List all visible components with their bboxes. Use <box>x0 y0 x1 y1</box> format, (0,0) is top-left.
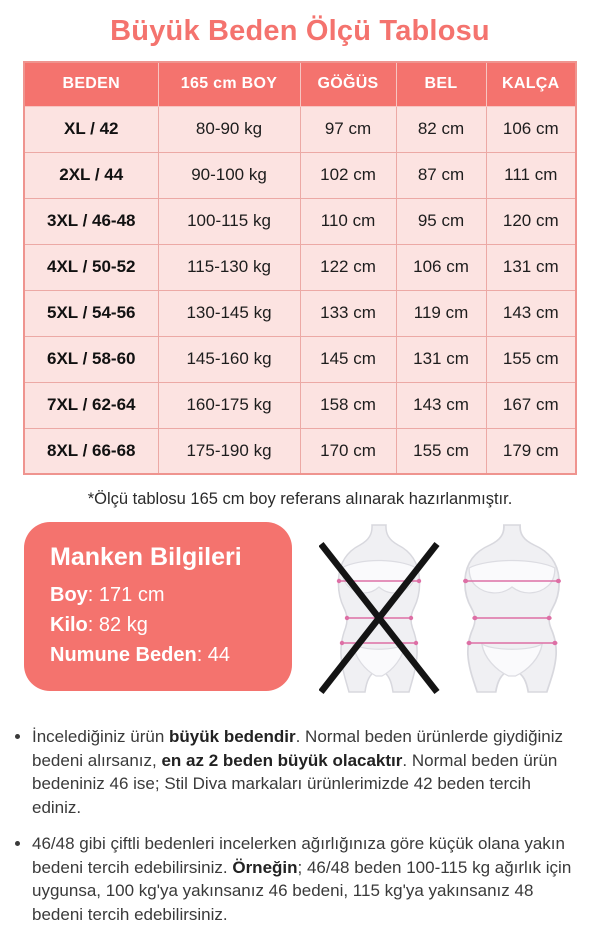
crossed-out-slim-figure-icon <box>321 525 437 692</box>
waist-cell: 119 cm <box>396 290 486 336</box>
hip-cell: 155 cm <box>486 336 576 382</box>
bullet-text: ; 46/48 beden 100-115 kg ağırlık için uygunsa, 100 kg'ya yakınsanız 46 bedeni, 115 kg'ya yakınsanız 48 bedeni tercih edebilirsiniz. <box>32 857 572 924</box>
info-bullet-list <box>16 725 582 926</box>
waist-cell: 155 cm <box>396 428 486 474</box>
model-weight-line <box>50 614 274 637</box>
hip-cell: 179 cm <box>486 428 576 474</box>
weight-cell: 160-175 kg <box>158 382 300 428</box>
table-row <box>24 290 576 336</box>
table-row <box>24 336 576 382</box>
column-header-kalca: KALÇA <box>486 62 576 106</box>
hip-cell: 131 cm <box>486 244 576 290</box>
column-header-beden: BEDEN <box>24 62 158 106</box>
bullet-text: . Normal beden ürün bedeniniz 46 ise; Stil Diva markaları ürünlerimizde 42 beden tercih ediniz. <box>32 750 558 817</box>
hip-cell: 111 cm <box>486 152 576 198</box>
waist-cell: 82 cm <box>396 106 486 152</box>
weight-cell: 115-130 kg <box>158 244 300 290</box>
weight-cell: 130-145 kg <box>158 290 300 336</box>
bullet-text-bold: Örneğin <box>232 857 298 877</box>
column-header-bel: BEL <box>396 62 486 106</box>
bullet-text: 46/48 gibi çiftli bedenleri incelerken ağırlığınıza göre küçük olana yakın bedeni tercih edebilirsiniz. <box>32 834 565 877</box>
size-cell: 7XL / 62-64 <box>24 382 158 428</box>
model-info-section <box>24 522 590 701</box>
model-weight-value: : 82 kg <box>87 614 148 636</box>
table-row <box>24 198 576 244</box>
weight-cell: 175-190 kg <box>158 428 300 474</box>
table-footnote: *Ölçü tablosu 165 cm boy referans alınarak hazırlanmıştır. <box>87 490 513 508</box>
size-cell: 6XL / 58-60 <box>24 336 158 382</box>
size-cell: 2XL / 44 <box>24 152 158 198</box>
weight-cell: 90-100 kg <box>158 152 300 198</box>
page-title: Büyük Beden Ölçü Tablosu <box>110 15 490 47</box>
figure-illustrations <box>306 524 590 701</box>
model-sample-size-value: : 44 <box>196 644 231 666</box>
body-figures-svg <box>319 524 577 696</box>
waist-cell: 106 cm <box>396 244 486 290</box>
weight-cell: 80-90 kg <box>158 106 300 152</box>
size-cell: 4XL / 50-52 <box>24 244 158 290</box>
bust-cell: 170 cm <box>300 428 396 474</box>
bust-cell: 97 cm <box>300 106 396 152</box>
weight-cell: 100-115 kg <box>158 198 300 244</box>
model-info-box <box>24 522 292 691</box>
hip-cell: 167 cm <box>486 382 576 428</box>
header-row <box>24 62 576 106</box>
model-weight-label: Kilo <box>50 614 88 636</box>
column-header-gogus: GÖĞÜS <box>300 62 396 106</box>
size-cell: 5XL / 54-56 <box>24 290 158 336</box>
bullet-text: . Normal beden ürünlerde giydiğiniz bedeni alırsanız, <box>32 727 564 770</box>
model-info-heading: Manken Bilgileri <box>50 543 242 571</box>
table-row <box>24 106 576 152</box>
weight-cell: 145-160 kg <box>158 336 300 382</box>
table-row <box>24 244 576 290</box>
bullet-text-bold: en az 2 beden büyük olacaktır <box>161 750 403 770</box>
bust-cell: 158 cm <box>300 382 396 428</box>
size-cell: XL / 42 <box>24 106 158 152</box>
size-table-header <box>24 62 576 106</box>
size-table-body <box>24 106 576 474</box>
table-row <box>24 152 576 198</box>
bust-cell: 145 cm <box>300 336 396 382</box>
table-row <box>24 428 576 474</box>
model-height-line <box>50 584 274 607</box>
bust-cell: 122 cm <box>300 244 396 290</box>
size-table <box>23 61 577 475</box>
bust-cell: 102 cm <box>300 152 396 198</box>
waist-cell: 131 cm <box>396 336 486 382</box>
table-row <box>24 382 576 428</box>
bullet-text-bold: büyük bedendir <box>169 727 296 746</box>
model-sample-size-label: Numune Beden <box>50 644 197 666</box>
plus-size-figure-icon <box>463 525 561 692</box>
column-header-boy: 165 cm BOY <box>158 62 300 106</box>
model-height-value: : 171 cm <box>87 584 165 606</box>
waist-cell: 95 cm <box>396 198 486 244</box>
bust-cell: 110 cm <box>300 198 396 244</box>
hip-cell: 120 cm <box>486 198 576 244</box>
bullet-text: İncelediğiniz ürün <box>32 727 170 746</box>
waist-cell: 87 cm <box>396 152 486 198</box>
size-chart-page <box>0 15 600 924</box>
bullet-double-size-tip <box>32 832 582 926</box>
hip-cell: 143 cm <box>486 290 576 336</box>
model-height-label: Boy <box>50 584 88 606</box>
bullet-size-warning <box>32 725 582 819</box>
size-cell: 8XL / 66-68 <box>24 428 158 474</box>
size-cell: 3XL / 46-48 <box>24 198 158 244</box>
waist-cell: 143 cm <box>396 382 486 428</box>
bust-cell: 133 cm <box>300 290 396 336</box>
hip-cell: 106 cm <box>486 106 576 152</box>
model-sample-size-line <box>50 644 274 667</box>
